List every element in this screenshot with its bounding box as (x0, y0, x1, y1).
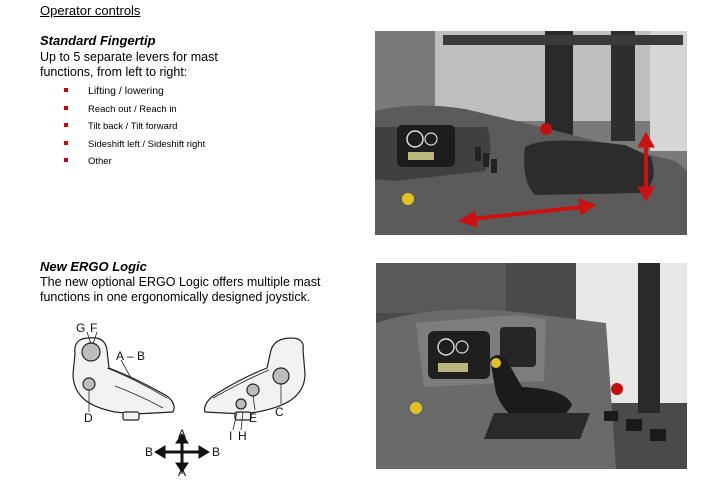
arrow-label-right: B (212, 445, 221, 459)
list-item-label: Sideshift left / Sideshift right (88, 138, 206, 150)
standard-fingertip-title: Standard Fingertip (40, 33, 156, 48)
joystick-diagram (45, 316, 325, 476)
arrow-label-top: A (178, 427, 187, 441)
fingertip-levers-photo (375, 31, 687, 235)
label-d: D (84, 411, 93, 425)
label-c: C (275, 405, 284, 419)
label-f: F (90, 321, 98, 335)
ergo-logic-description (40, 275, 320, 305)
ergo-joystick-photo (376, 263, 687, 469)
label-g: G (76, 321, 86, 335)
bullet-icon (64, 106, 68, 110)
list-item (64, 101, 264, 119)
label-e: E (249, 411, 258, 425)
arrow-label-left: B (145, 445, 154, 459)
list-item (64, 136, 264, 154)
label-b: B (137, 349, 146, 363)
bullet-icon (64, 141, 68, 145)
list-item (64, 118, 264, 136)
list-item-label: Tilt back / Tilt forward (88, 121, 178, 133)
ergo-logic-title: New ERGO Logic (40, 259, 147, 274)
page-heading: Operator controls (40, 3, 141, 18)
list-item (64, 153, 264, 171)
fingertip-function-list (64, 83, 264, 171)
standard-fingertip-description-line2: functions, from left to right: (40, 65, 188, 79)
list-item (64, 83, 264, 101)
ergo-logic-description-line2: functions in one ergonomically designed joystick. (40, 290, 311, 304)
bullet-icon (64, 123, 68, 127)
standard-fingertip-description (40, 50, 218, 80)
bullet-icon (64, 88, 68, 92)
list-item-label: Reach out / Reach in (88, 103, 177, 115)
bullet-icon (64, 158, 68, 162)
label-h: H (238, 429, 247, 443)
label-i: I (229, 429, 233, 443)
list-item-label: Other (88, 156, 112, 168)
label-a: A (116, 349, 125, 363)
label-dash: – (127, 349, 134, 363)
arrow-label-bottom: A (178, 465, 187, 476)
list-item-label: Lifting / lowering (88, 85, 164, 97)
standard-fingertip-description-line1: Up to 5 separate levers for mast (40, 50, 218, 64)
ergo-logic-description-line1: The new optional ERGO Logic offers multiple mast (40, 275, 321, 289)
